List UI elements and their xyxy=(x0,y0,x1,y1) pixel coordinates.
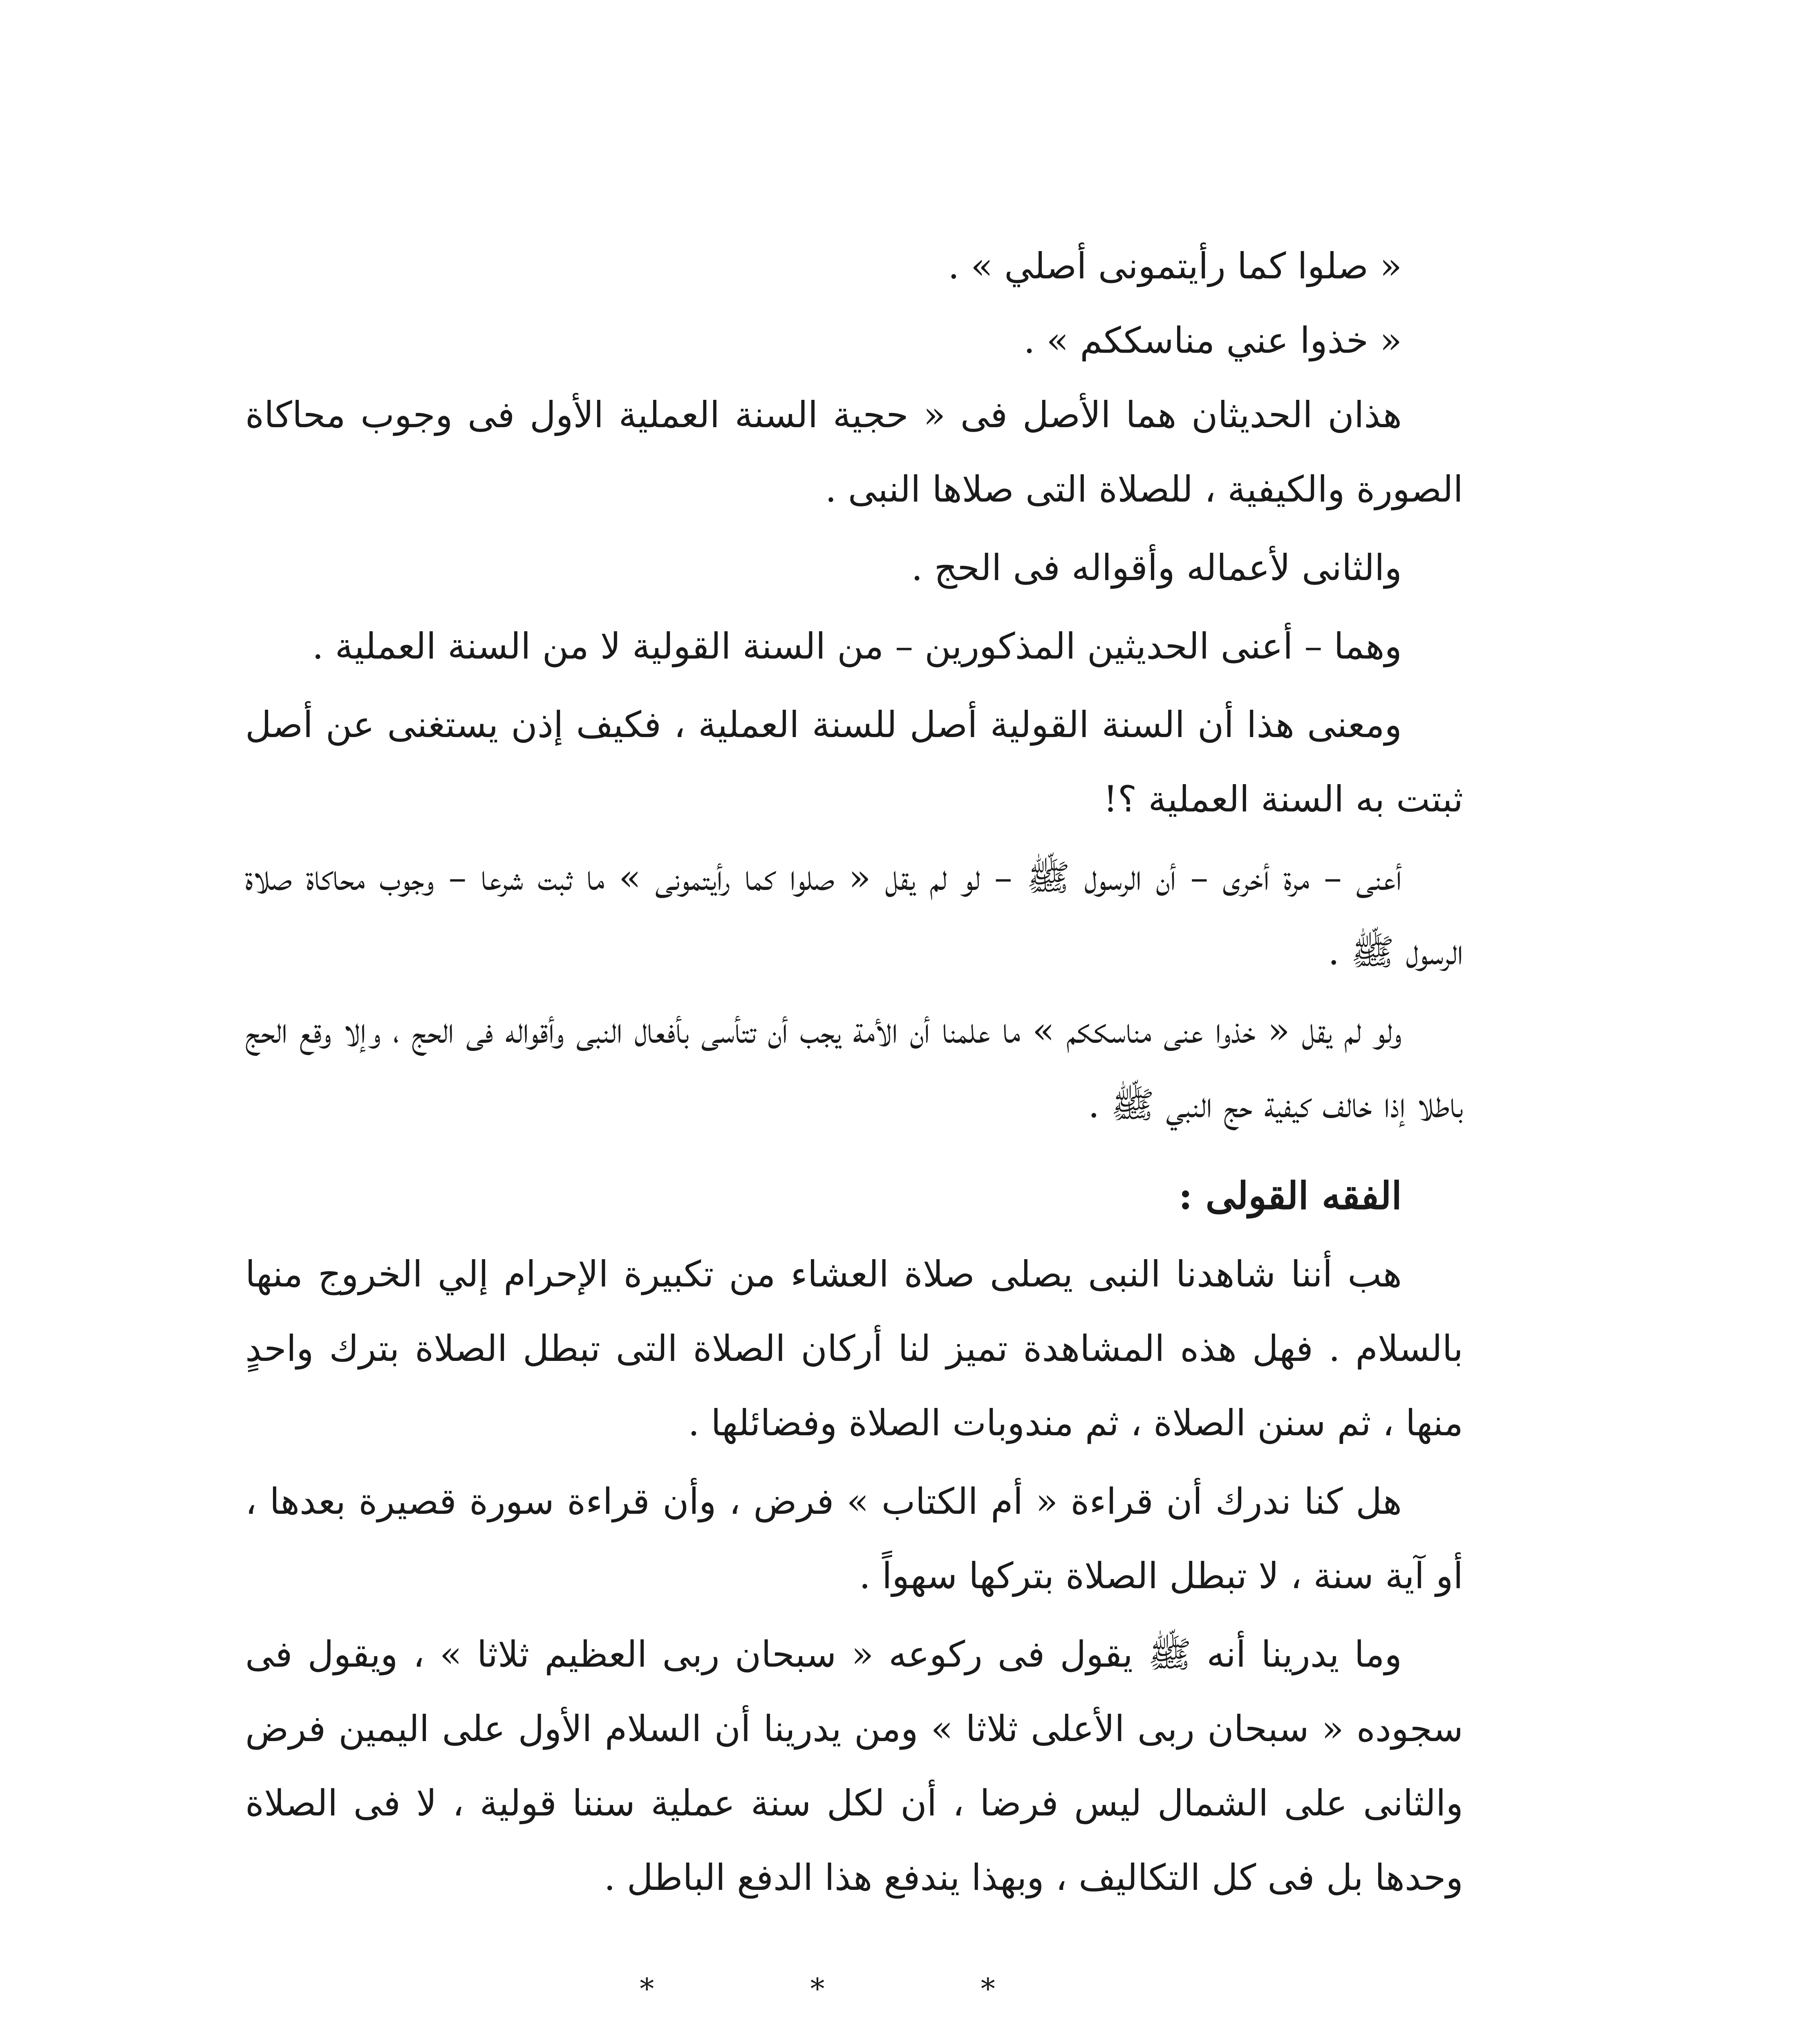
paragraph-4: ومعنى هذا أن السنة القولية أصل للسنة العملية ، فكيف إذن يستغنى عن أصل ثبتت به السنة العملية ؟! xyxy=(245,704,1463,820)
section-separator: * * * xyxy=(640,1972,1069,2006)
section-heading: الفقه القولى : xyxy=(1178,1174,1402,1218)
hadith-quote-2: « خذوا عني مناسككم » . xyxy=(1023,319,1402,361)
page-body-text xyxy=(245,229,1463,2026)
paragraph-6: ولو لم يقل « خذوا عنى مناسككم » ما علمنا أن الأمة يجب أن تتأسى بأفعال النبى وأقواله فى الحج ، وإلا وقع الحج باطلا إذا خالف كيفية حج النبي ﷺ . xyxy=(245,1009,1463,1126)
hadith-quote-1: « صلوا كما رأيتمونى أصلي » . xyxy=(948,245,1402,287)
paragraph-2: والثانى لأعماله وأقواله فى الحج . xyxy=(911,547,1402,589)
paragraph-7: هب أننا شاهدنا النبى يصلى صلاة العشاء من تكبيرة الإحرام إلي الخروج منها بالسلام . فهل هذه المشاهدة تميز لنا أركان الصلاة التى تبطل الصلاة بترك واحدٍ منها ، ثم سنن الصلاة ، ثم مندوبات الصلاة وفضائلها . xyxy=(245,1253,1463,1444)
paragraph-8: هل كنا ندرك أن قراءة « أم الكتاب » فرض ، وأن قراءة سورة قصيرة بعدها ، أو آية سنة ، لا تبطل الصلاة بتركها سهواً . xyxy=(245,1480,1463,1597)
paragraph-9: وما يدرينا أنه ﷺ يقول فى ركوعه « سبحان ربى العظيم ثلاثا » ، ويقول فى سجوده « سبحان ربى الأعلى ثلاثا » ومن يدرينا أن السلام الأول على اليمين فرض والثانى على الشمال ليس فرضا ، أن لكل سنة عملية سننا قولية ، لا فى الصلاة وحدها بل فى كل التكاليف ، وبهذا يندفع هذا الدفع الباطل . xyxy=(245,1633,1463,1898)
paragraph-5: أعنى – مرة أخرى – أن الرسول ﷺ – لو لم يقل « صلوا كما رأيتمونى » ما ثبت شرعا – وجوب محاكاة صلاة الرسول ﷺ . xyxy=(245,856,1463,973)
paragraph-3: وهما – أعنى الحديثين المذكورين – من السنة القولية لا من السنة العملية . xyxy=(312,625,1402,667)
paragraph-1: هذان الحديثان هما الأصل فى « حجية السنة العملية الأول فى وجوب محاكاة الصورة والكيفية ، للصلاة التى صلاها النبى . xyxy=(245,394,1463,510)
